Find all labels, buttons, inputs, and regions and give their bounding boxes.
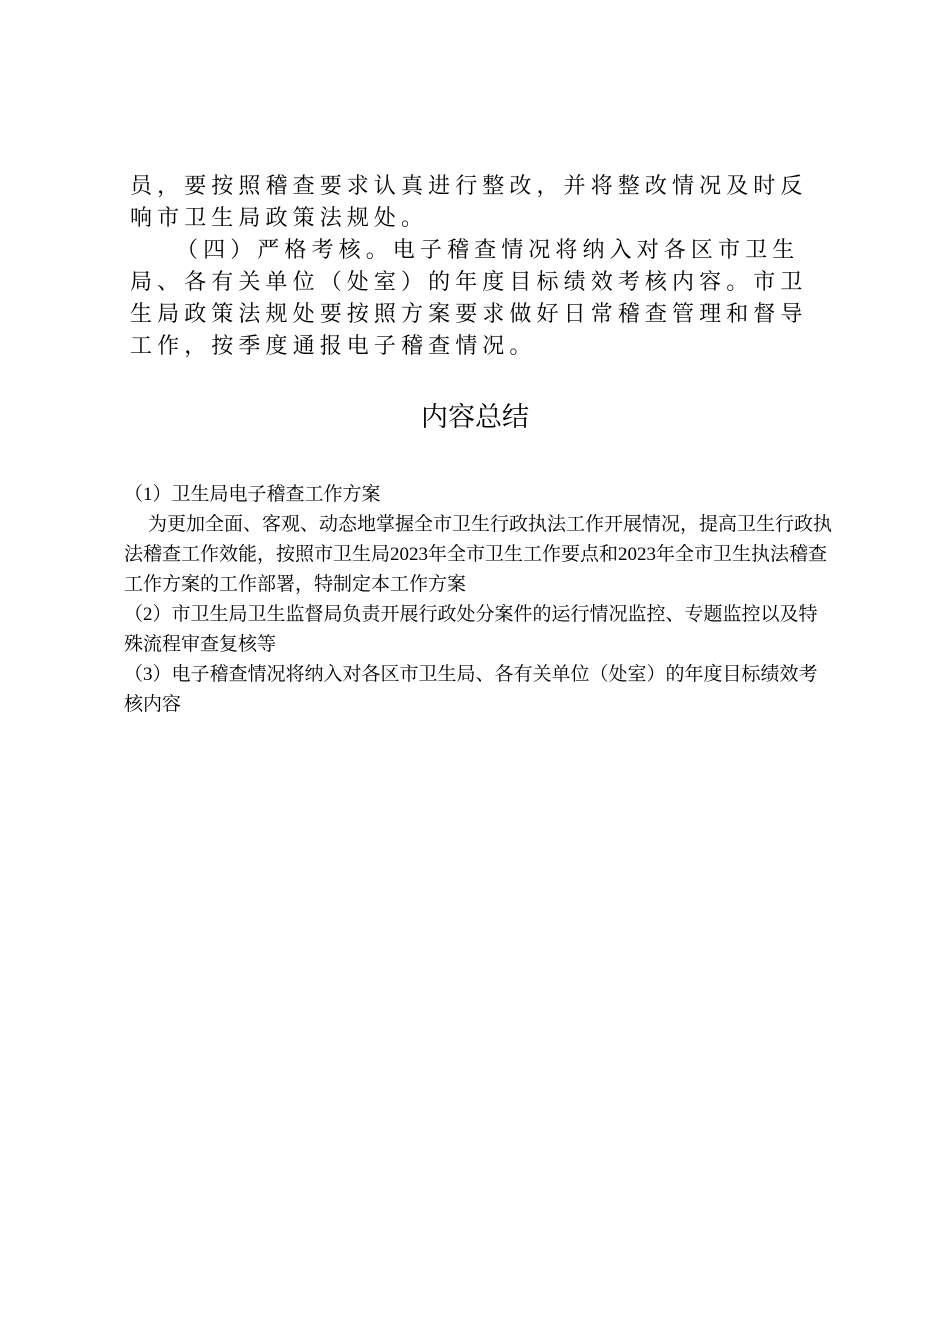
body-paragraph-strict-assessment: （四）严格考核。电子稽查情况将纳入对各区市卫生局、各有关单位（处室）的年度目标绩效考核内容。市卫生局政策法规处要按照方案要求做好日常稽查管理和督导工作，按季度通报电子稽查情况。: [130, 238, 808, 359]
summary-item-detail: 为更加全面、客观、动态地掌握全市卫生行政执法工作开展情况，提高卫生行政执法稽查工作效能，按照市卫生局2023年全市卫生工作要点和2023年全市卫生执法稽查工作方案的工作部署，特制定本工作方案: [124, 514, 833, 595]
summary-item: （1）卫生局电子稽查工作方案: [124, 484, 381, 505]
summary-section: [124, 480, 834, 720]
summary-item: （2）市卫生局卫生监督局负责开展行政处分案件的运行情况监控、专题监控以及特殊流程审查复核等: [124, 604, 818, 655]
summary-item: （3）电子稽查情况将纳入对各区市卫生局、各有关单位（处室）的年度目标绩效考核内容: [124, 664, 818, 715]
document-body: [130, 171, 820, 363]
summary-title: 内容总结: [421, 402, 529, 433]
body-paragraph-continuation: 员，要按照稽查要求认真进行整改，并将整改情况及时反响市卫生局政策法规处。: [130, 174, 808, 231]
